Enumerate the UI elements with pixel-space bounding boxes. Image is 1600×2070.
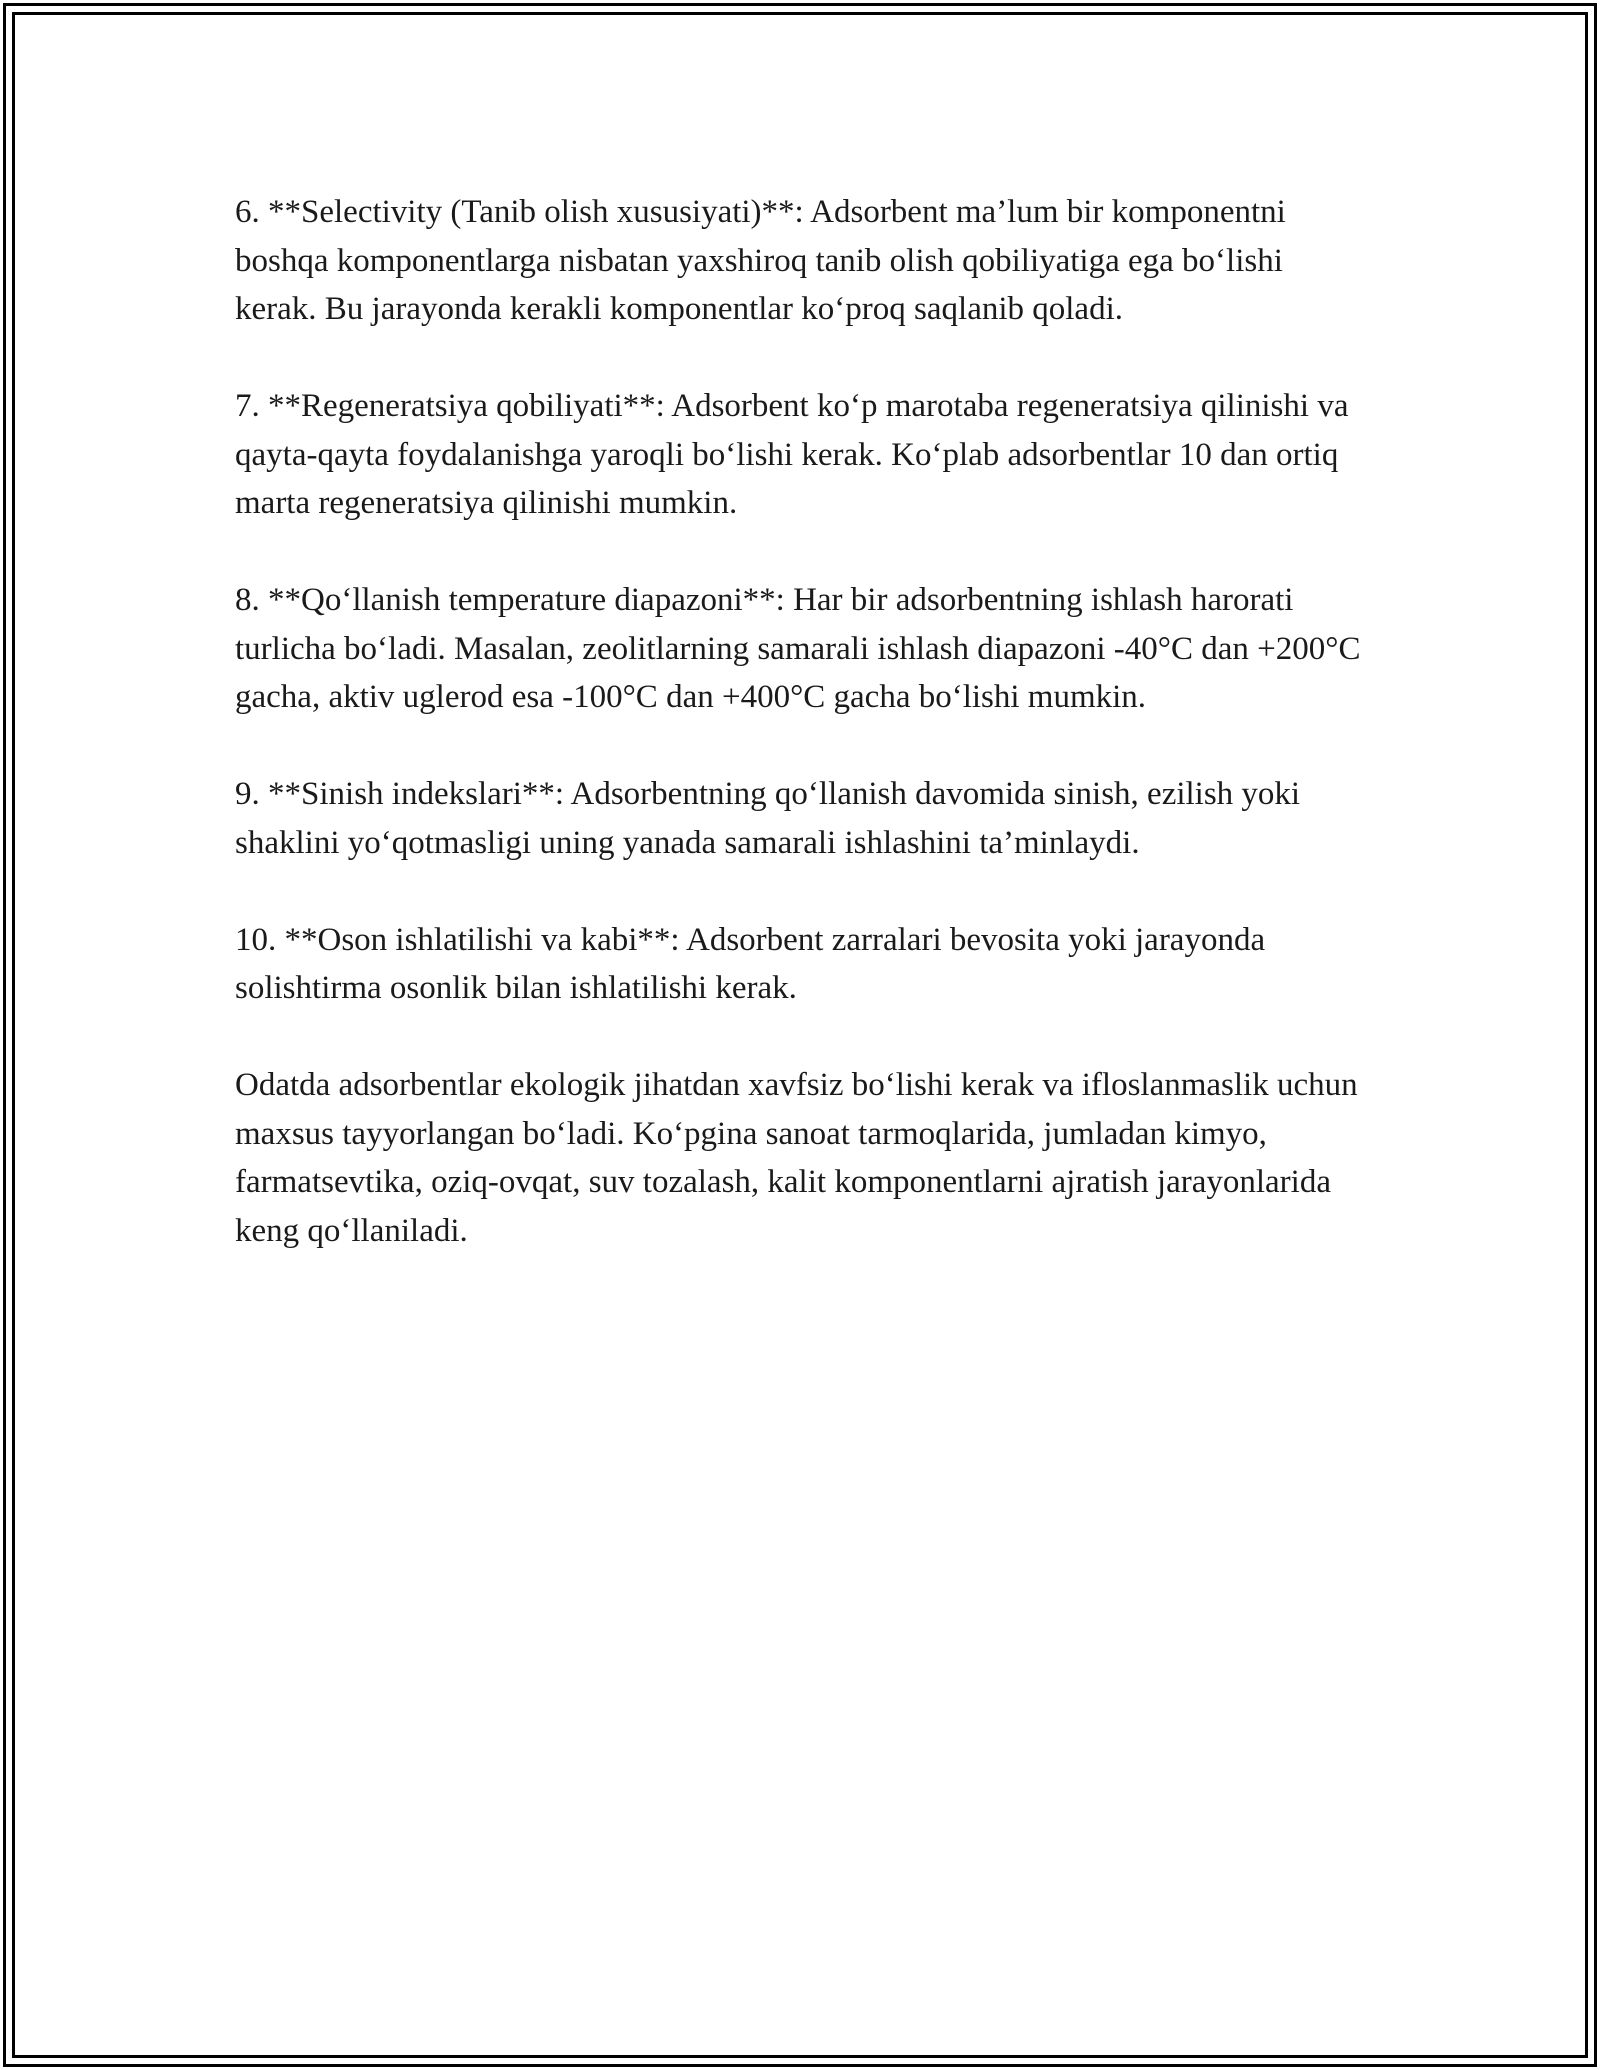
paragraph-temperature-range: 8. **Qo‘llanish temperature diapazoni**: Har bir adsorbentning ishlash harorati turlicha bo‘ladi. Masalan, zeolitlarning samarali ishlash diapazoni -40°C dan +200°C gacha, aktiv uglerod esa -100°C dan +400°C gacha bo‘lishi mumkin. (235, 582, 1361, 715)
paragraph-breakage-indices: 9. **Sinish indekslari**: Adsorbentning qo‘llanish davomida sinish, ezilish yoki shaklini yo‘qotmasligi uning yanada samarali ishlashini ta’minlaydi. (235, 776, 1301, 861)
paragraph-selectivity: 6. **Selectivity (Tanib olish xususiyati)**: Adsorbent ma’lum bir komponentni boshqa komponentlarga nisbatan yaxshiroq tanib olish qobiliyatiga ega bo‘lishi kerak. Bu jarayonda kerakli komponentlar ko‘proq saqlanib qoladi. (235, 194, 1286, 327)
document-body (235, 188, 1365, 1255)
paragraph-ease-of-use: 10. **Oson ishlatilishi va kabi**: Adsorbent zarralari bevosita yoki jarayonda solishtirma osonlik bilan ishlatilishi kerak. (235, 921, 1266, 1006)
paragraph-conclusion: Odatda adsorbentlar ekologik jihatdan xavfsiz bo‘lishi kerak va ifloslanmaslik uchun maxsus tayyorlangan bo‘ladi. Ko‘pgina sanoat tarmoqlarida, jumladan kimyo, farmatsevtika, oziq-ovqat, suv tozalash, kalit komponentlarni ajratish jarayonlarida keng qo‘llaniladi. (235, 1067, 1358, 1249)
paragraph-regeneration: 7. **Regeneratsiya qobiliyati**: Adsorbent ko‘p marotaba regeneratsiya qilinishi va qayta-qayta foydalanishga yaroqli bo‘lishi kerak. Ko‘plab adsorbentlar 10 dan ortiq marta regeneratsiya qilinishi mumkin. (235, 388, 1349, 521)
